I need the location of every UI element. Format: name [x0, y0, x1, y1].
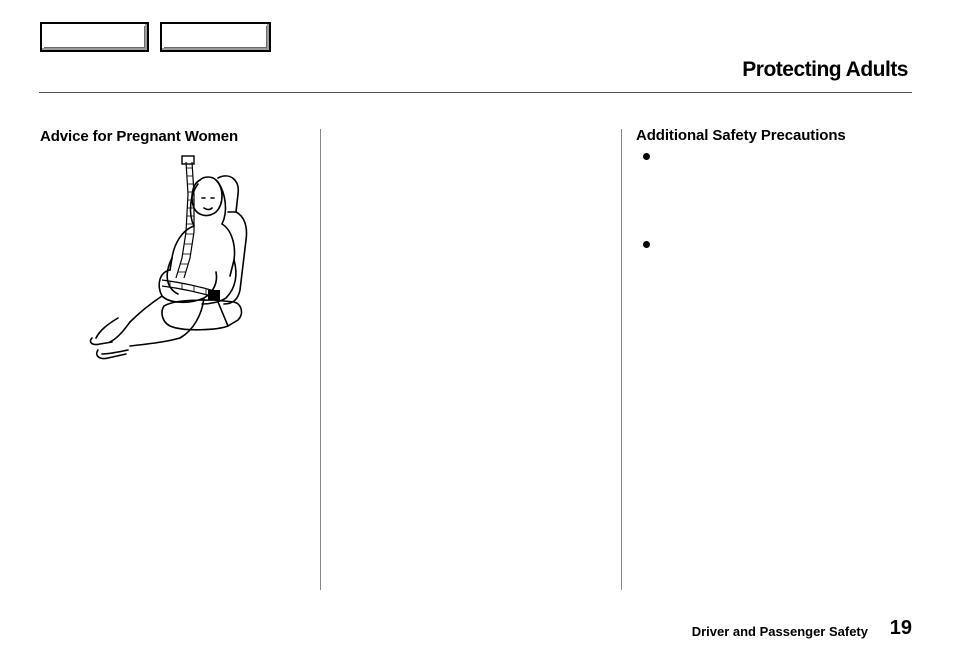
previous-page-button[interactable]	[40, 22, 149, 52]
pregnant-woman-seatbelt-illustration	[78, 154, 268, 372]
section-heading-pregnant-women: Advice for Pregnant Women	[40, 128, 239, 145]
list-bullet	[643, 153, 650, 160]
section-heading-safety-precautions: Additional Safety Precautions	[636, 127, 846, 144]
list-bullet	[643, 241, 650, 248]
column-divider	[621, 129, 622, 590]
column-divider	[320, 129, 321, 590]
page-number: 19	[889, 617, 912, 639]
next-page-button[interactable]	[160, 22, 271, 52]
page-title: Protecting Adults	[742, 58, 908, 81]
title-rule	[39, 92, 912, 93]
footer-section-title: Driver and Passenger Safety	[691, 624, 868, 639]
